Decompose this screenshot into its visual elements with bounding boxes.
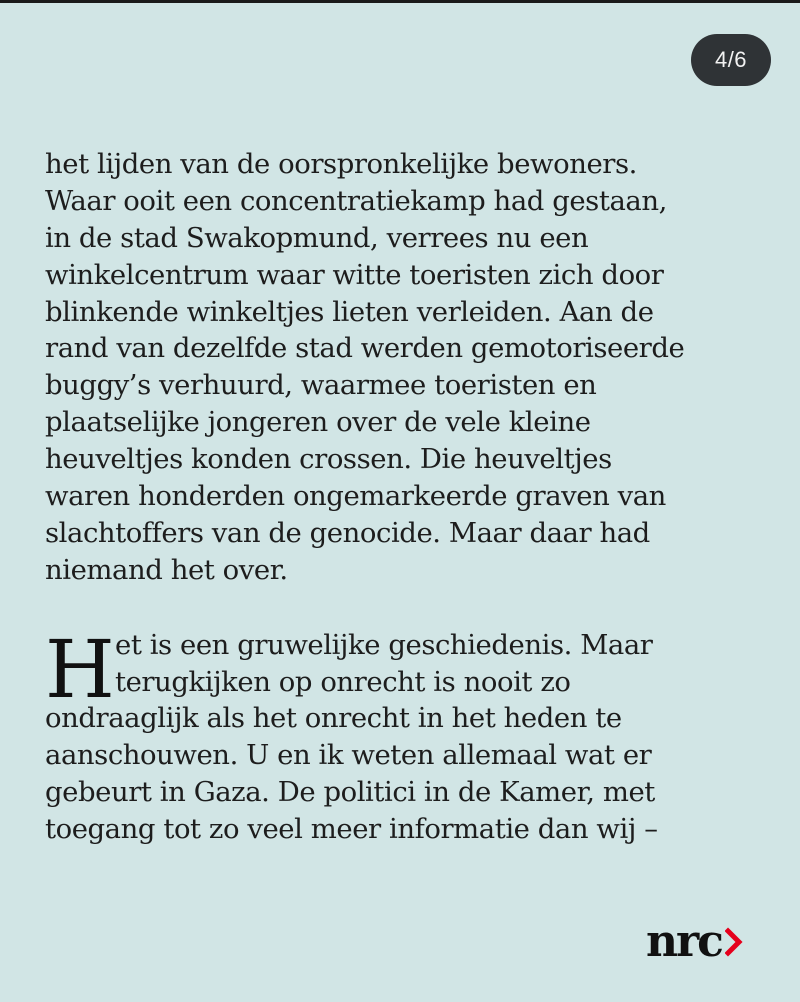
paragraph-2 (45, 622, 745, 848)
paragraph-1-line: blinkende winkeltjes lieten verleiden. Aan de (45, 295, 654, 328)
paragraph-1-line: winkelcentrum waar witte toeristen zich door (45, 258, 664, 291)
paragraph-1-line: het lijden van de oorspronkelijke bewoners. (45, 148, 637, 180)
logo-text: nrc (646, 916, 722, 967)
paragraph-1 (45, 146, 745, 589)
chevron-right-icon (725, 927, 743, 957)
paragraph-2-line: terugkijken op onrecht is nooit zo (115, 665, 571, 698)
paragraph-1-line: in de stad Swakopmund, verrees nu een (45, 221, 589, 254)
paragraph-1-line: buggy’s verhuurd, waarmee toeristen en (45, 369, 597, 402)
paragraph-1-line: plaatselijke jongeren over de vele kleine (45, 406, 591, 439)
paragraph-1-line: niemand het over. (45, 553, 288, 586)
page-indicator: 4/6 (691, 34, 771, 86)
paragraph-2-line: toegang tot zo veel meer informatie dan wij – (45, 813, 658, 846)
top-edge-divider (0, 0, 800, 3)
paragraph-spacing (45, 589, 745, 627)
paragraph-1-line: Waar ooit een concentratiekamp had gestaan, (45, 184, 667, 217)
paragraph-1-line: rand van dezelfde stad werden gemotoriseerde (45, 332, 685, 365)
paragraph-2-line: aanschouwen. U en ik weten allemaal wat er (45, 739, 652, 772)
paragraph-1-line: slachtoffers van de genocide. Maar daar had (45, 516, 650, 549)
paragraph-2-line: et is een gruwelijke geschiedenis. Maar (115, 628, 653, 661)
paragraph-2-line: gebeurt in Gaza. De politici in de Kamer, met (45, 776, 655, 809)
paragraph-1-line: waren honderden ongemarkeerde graven van (45, 480, 666, 513)
drop-cap: H (45, 622, 115, 716)
nrc-logo (646, 914, 761, 970)
paragraph-2-line: ondraaglijk als het onrecht in het heden te (45, 702, 622, 735)
article-text (45, 146, 745, 848)
paragraph-1-line: heuveltjes konden crossen. Die heuveltjes (45, 443, 612, 476)
